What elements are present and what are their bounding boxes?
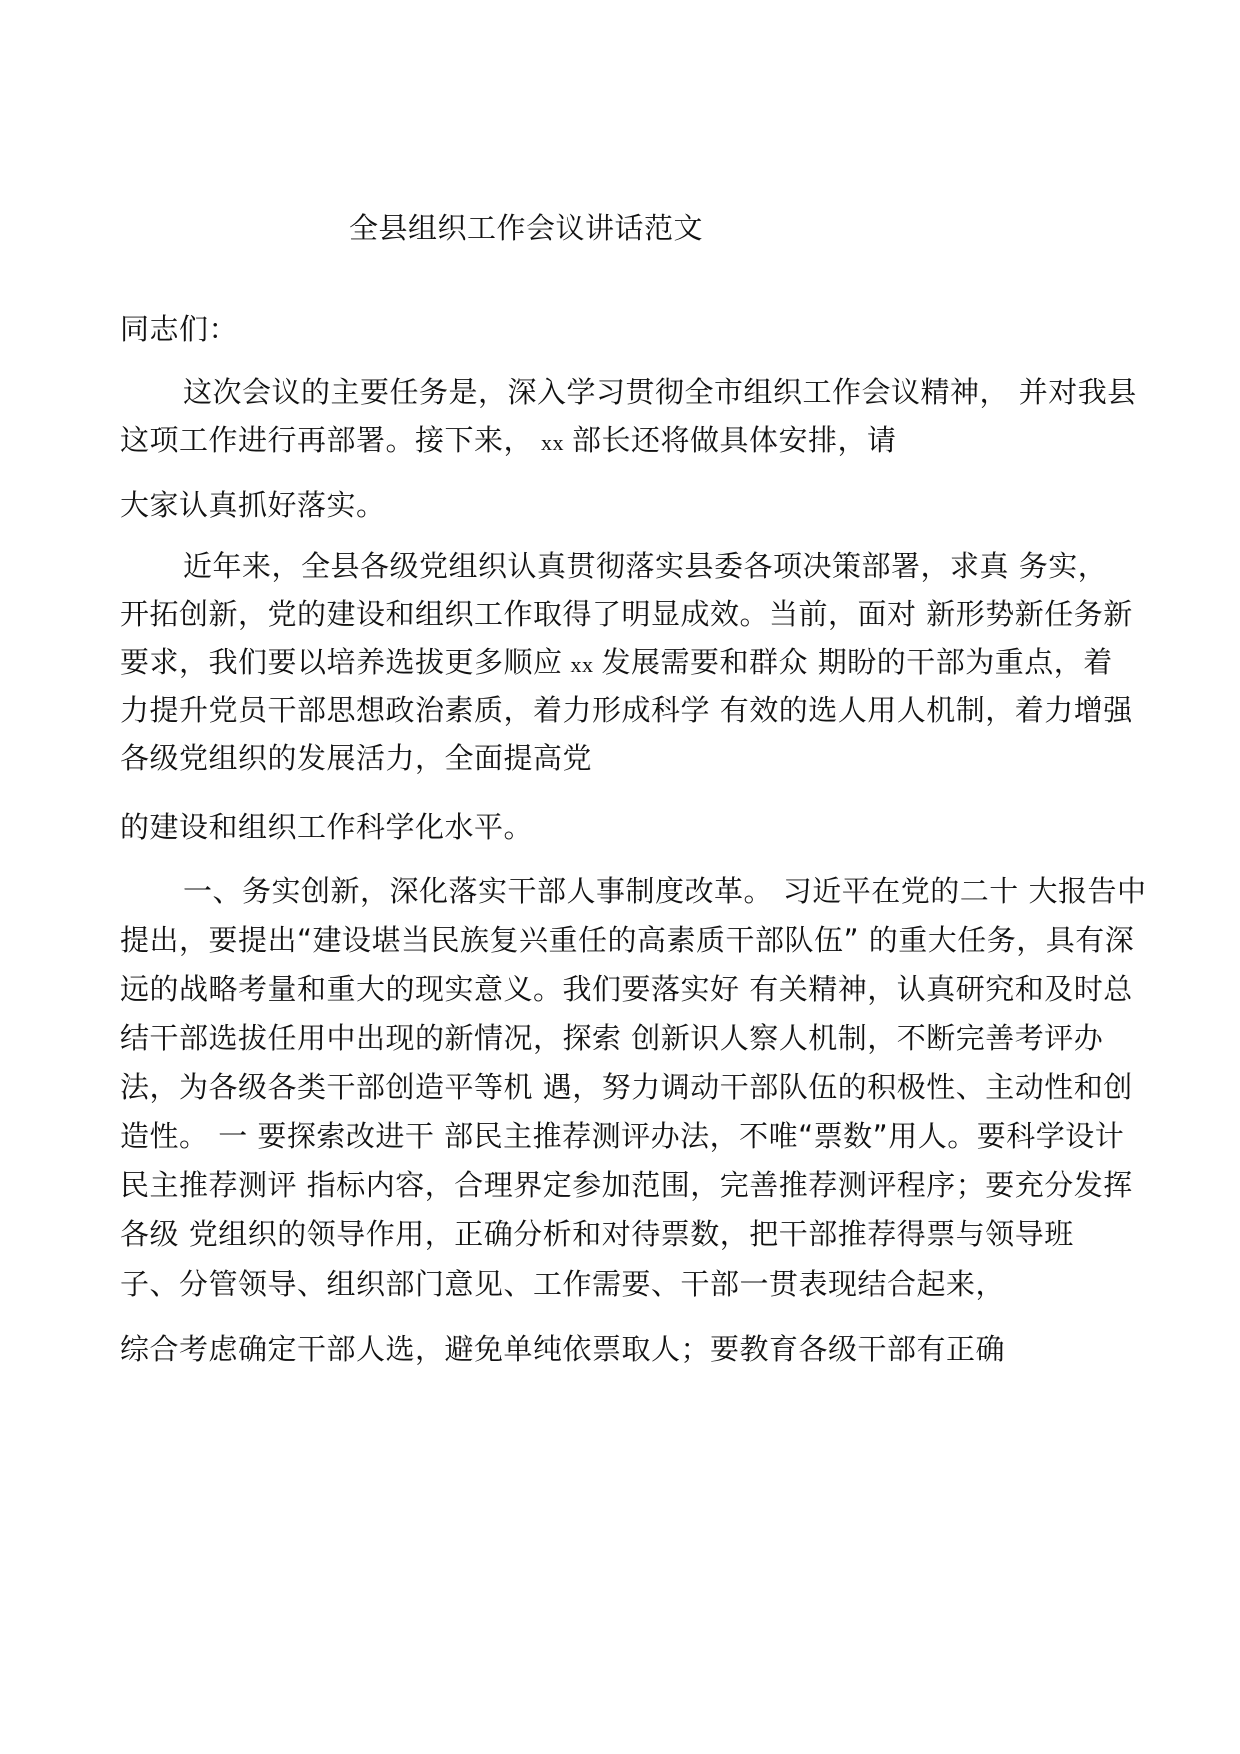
paragraph-2-line-1: 近年来，全县各级党组织认真贯彻落实县委各项决策部署，求真 务实， <box>183 549 1108 583</box>
paragraph-2-line-6: 的建设和组织工作科学化水平。 <box>120 810 534 844</box>
paragraph-2-line-3-text-b: 发展需要和群众 期盼的干部为重点，着 <box>601 645 1113 679</box>
paragraph-2-line-3-text-a: 要求，我们要以培养选拔更多顺应 <box>120 645 563 679</box>
salutation: 同志们： <box>120 312 239 346</box>
paragraph-3-line-9: 子、分管领导、组织部门意见、工作需要、干部一贯表现结合起来， <box>120 1267 1006 1301</box>
paragraph-2-line-3 <box>120 642 1113 685</box>
document-title: 全县组织工作会议讲话范文 <box>349 211 704 245</box>
paragraph-3-line-8: 各级 党组织的领导作用，正确分析和对待票数，把干部推荐得票与领导班 <box>120 1217 1074 1251</box>
paragraph-2-line-2: 开拓创新，党的建设和组织工作取得了明显成效。当前，面对 新形势新任务新 <box>120 597 1133 631</box>
paragraph-2-line-4: 力提升党员干部思想政治素质，着力形成科学 有效的选人用人机制，着力增强 <box>120 693 1133 727</box>
paragraph-1-line-2-text-b: 部长还将做具体安排，请 <box>572 423 897 457</box>
paragraph-3-line-4: 结干部选拔任用中出现的新情况，探索 创新识人察人机制，不断完善考评办 <box>120 1021 1104 1055</box>
paragraph-1-line-3: 大家认真抓好落实。 <box>120 488 386 522</box>
paragraph-1-line-1: 这次会议的主要任务是，深入学习贯彻全市组织工作会议精神， 并对我县 <box>183 375 1137 409</box>
placeholder-xx: xx <box>570 652 594 677</box>
paragraph-3-line-3: 远的战略考量和重大的现实意义。我们要落实好 有关精神，认真研究和及时总 <box>120 972 1133 1006</box>
paragraph-1-line-2 <box>120 420 897 463</box>
paragraph-3-line-5: 法，为各级各类干部创造平等机 遇，努力调动干部队伍的积极性、主动性和创 <box>120 1070 1133 1104</box>
paragraph-3-line-2: 提出，要提出“建设堪当民族复兴重任的高素质干部队伍” 的重大任务，具有深 <box>120 923 1135 957</box>
paragraph-3-line-6: 造性。 一 要探索改进干 部民主推荐测评办法，不唯“票数”用人。要科学设计 <box>120 1119 1125 1153</box>
paragraph-3-line-7: 民主推荐测评 指标内容，合理界定参加范围，完善推荐测评程序；要充分发挥 <box>120 1168 1133 1202</box>
paragraph-1-line-2-text-a: 这项工作进行再部署。接下来， <box>120 423 534 457</box>
paragraph-3-line-1: 一、务实创新，深化落实干部人事制度改革。 习近平在党的二十 大报告中 <box>183 874 1147 908</box>
paragraph-3-line-10: 综合考虑确定干部人选，避免单纯依票取人；要教育各级干部有正确 <box>120 1332 1006 1366</box>
paragraph-2-line-5: 各级党组织的发展活力，全面提高党 <box>120 741 593 775</box>
placeholder-xx: xx <box>541 430 565 455</box>
